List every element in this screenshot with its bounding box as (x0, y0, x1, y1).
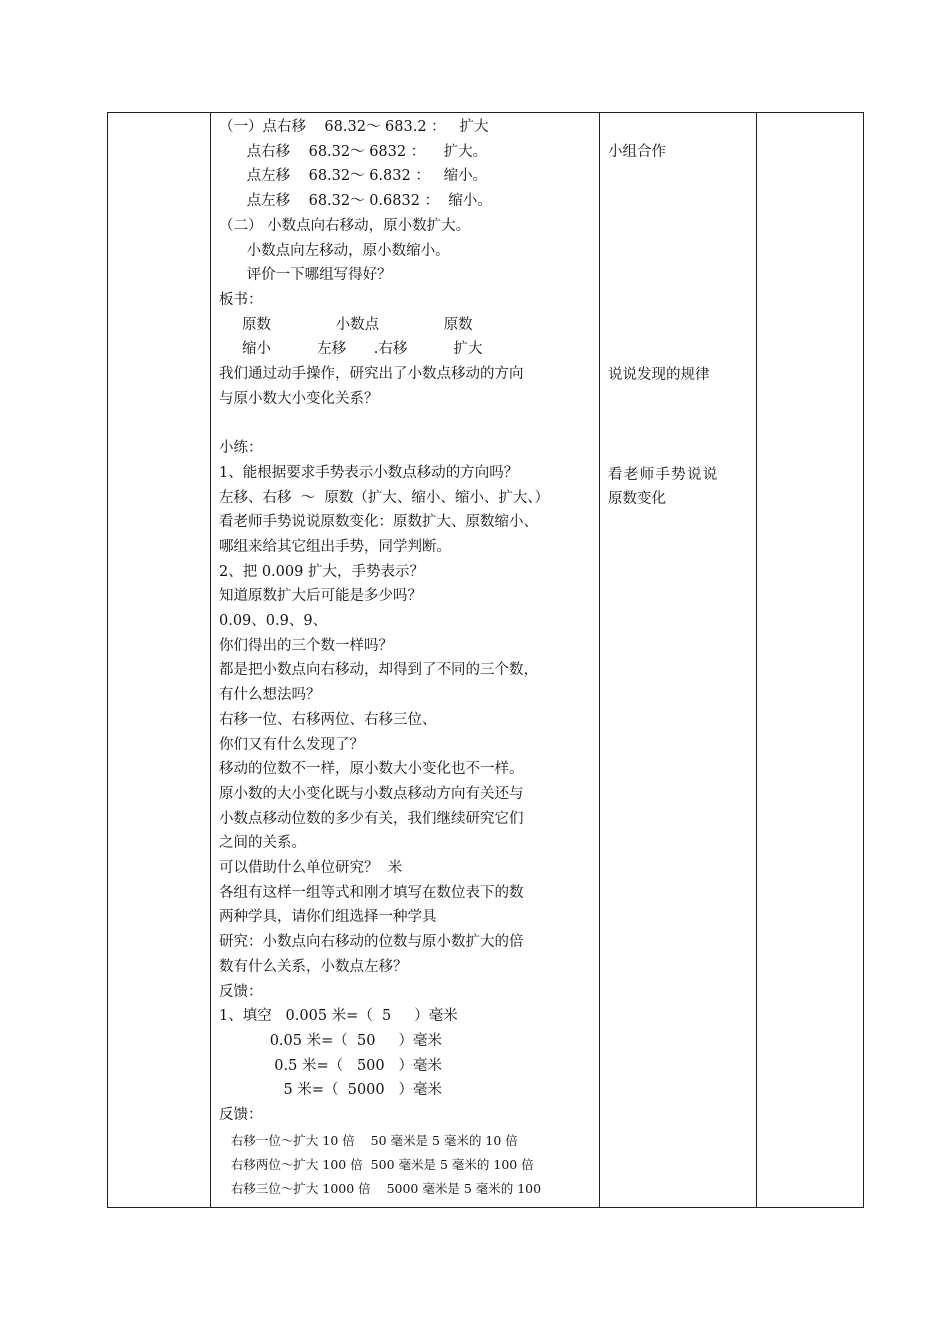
body-text-line: 反馈： (219, 1107, 263, 1123)
body-text-line: 缩小 左移 .右移 扩大 (219, 341, 483, 358)
note-group-work: 小组合作 (608, 144, 666, 160)
body-text-line: 小数点向左移动，原小数缩小。 (219, 242, 450, 259)
body-text-line: 反馈： (219, 983, 263, 1000)
note-gesture-2: 原数变化 (608, 491, 666, 507)
body-text-line: 知道原数扩大后可能是多少吗？ (219, 588, 422, 605)
body-text-line: 我们通过动手操作，研究出了小数点移动的方向 (219, 366, 524, 382)
body-text-line: 有什么想法吗？ (219, 687, 321, 704)
body-text-line: 点左移 68.32～ 6.832 ： 缩小。 (219, 168, 488, 185)
body-text-line: 都是把小数点向右移动，却得到了不同的三个数， (219, 662, 538, 679)
body-text-line: 研究：小数点向右移动的位数与原小数扩大的倍 (219, 934, 524, 951)
feedback-line: 右移三位～扩大 1000 倍 5000 毫米是 5 毫米的 100 (219, 1181, 542, 1197)
body-text-line: 点左移 68.32～ 0.6832 ： 缩小。 (219, 193, 492, 210)
body-text-line: 原小数的大小变化既与小数点移动方向有关还与 (219, 785, 524, 802)
body-text-line: 各组有这样一组等式和刚才填写在数位表下的数 (219, 884, 524, 901)
body-text-line: 小练： (219, 440, 263, 457)
body-text-line: 移动的位数不一样，原小数大小变化也不一样。 (219, 761, 524, 778)
note-find-rule: 说说发现的规律 (608, 367, 710, 383)
body-text-line: 两种学具，请你们组选择一种学具 (219, 909, 437, 926)
body-text-line: 2、把 0.009 扩大，手势表示？ (219, 563, 424, 580)
column-divider-3 (756, 113, 757, 1207)
body-text-line: 与原小数大小变化关系？ (219, 390, 379, 407)
body-text-line: 可以借助什么单位研究？ 米 (219, 860, 403, 876)
body-text-line: 0.5 米=（ 500 ）毫米 (219, 1057, 442, 1074)
body-text-line: 小数点移动位数的多少有关，我们继续研究它们 (219, 810, 524, 827)
body-text-line: 你们得出的三个数一样吗？ (219, 637, 393, 654)
body-text-line: 板书： (219, 291, 263, 308)
body-text-line: 哪组来给其它组出手势，同学判断。 (219, 538, 451, 555)
body-text-line: 5 米=（ 5000 ）毫米 (219, 1082, 442, 1099)
body-text-line: 点右移 68.32～ 6832 ： 扩大。 (219, 143, 488, 160)
body-text-line: （二） 小数点向右移动，原小数扩大。 (219, 217, 471, 234)
body-text-line: 看老师手势说说原数变化：原数扩大、原数缩小、 (219, 514, 538, 531)
body-text-line: 之间的关系。 (219, 835, 306, 852)
body-text-line: 右移一位、右移两位、右移三位、 (219, 711, 437, 728)
body-text-line: 0.09、0.9、9、 (219, 613, 328, 629)
body-text-line: 评价一下哪组写得好？ (219, 267, 392, 284)
body-text-line: 数有什么关系，小数点左移？ (219, 958, 408, 975)
feedback-line: 右移两位～扩大 100 倍 500 毫米是 5 毫米的 100 倍 (219, 1156, 534, 1172)
feedback-line: 右移一位～扩大 10 倍 50 毫米是 5 毫米的 10 倍 (219, 1132, 518, 1148)
column-divider-2 (599, 113, 600, 1207)
body-text-line: 1、能根据要求手势表示小数点移动的方向吗？ (219, 464, 519, 481)
body-text-line: 0.05 米=（ 50 ）毫米 (219, 1032, 442, 1049)
body-text-line: （一）点右移 68.32～ 683.2 ： 扩大 (219, 119, 489, 135)
body-text-line: 左移、右移 ～ 原数（扩大、缩小、缩小、扩大、） (219, 489, 550, 506)
column-divider-1 (210, 113, 211, 1207)
body-text-line: 1、填空 0.005 米=（ 5 ）毫米 (219, 1008, 458, 1025)
lesson-table (107, 112, 864, 1208)
body-text-line: 原数 小数点 原数 (219, 316, 473, 333)
body-text-line: 你们又有什么发现了？ (219, 736, 364, 753)
note-gesture-1: 看老师手势说说 (608, 467, 719, 483)
